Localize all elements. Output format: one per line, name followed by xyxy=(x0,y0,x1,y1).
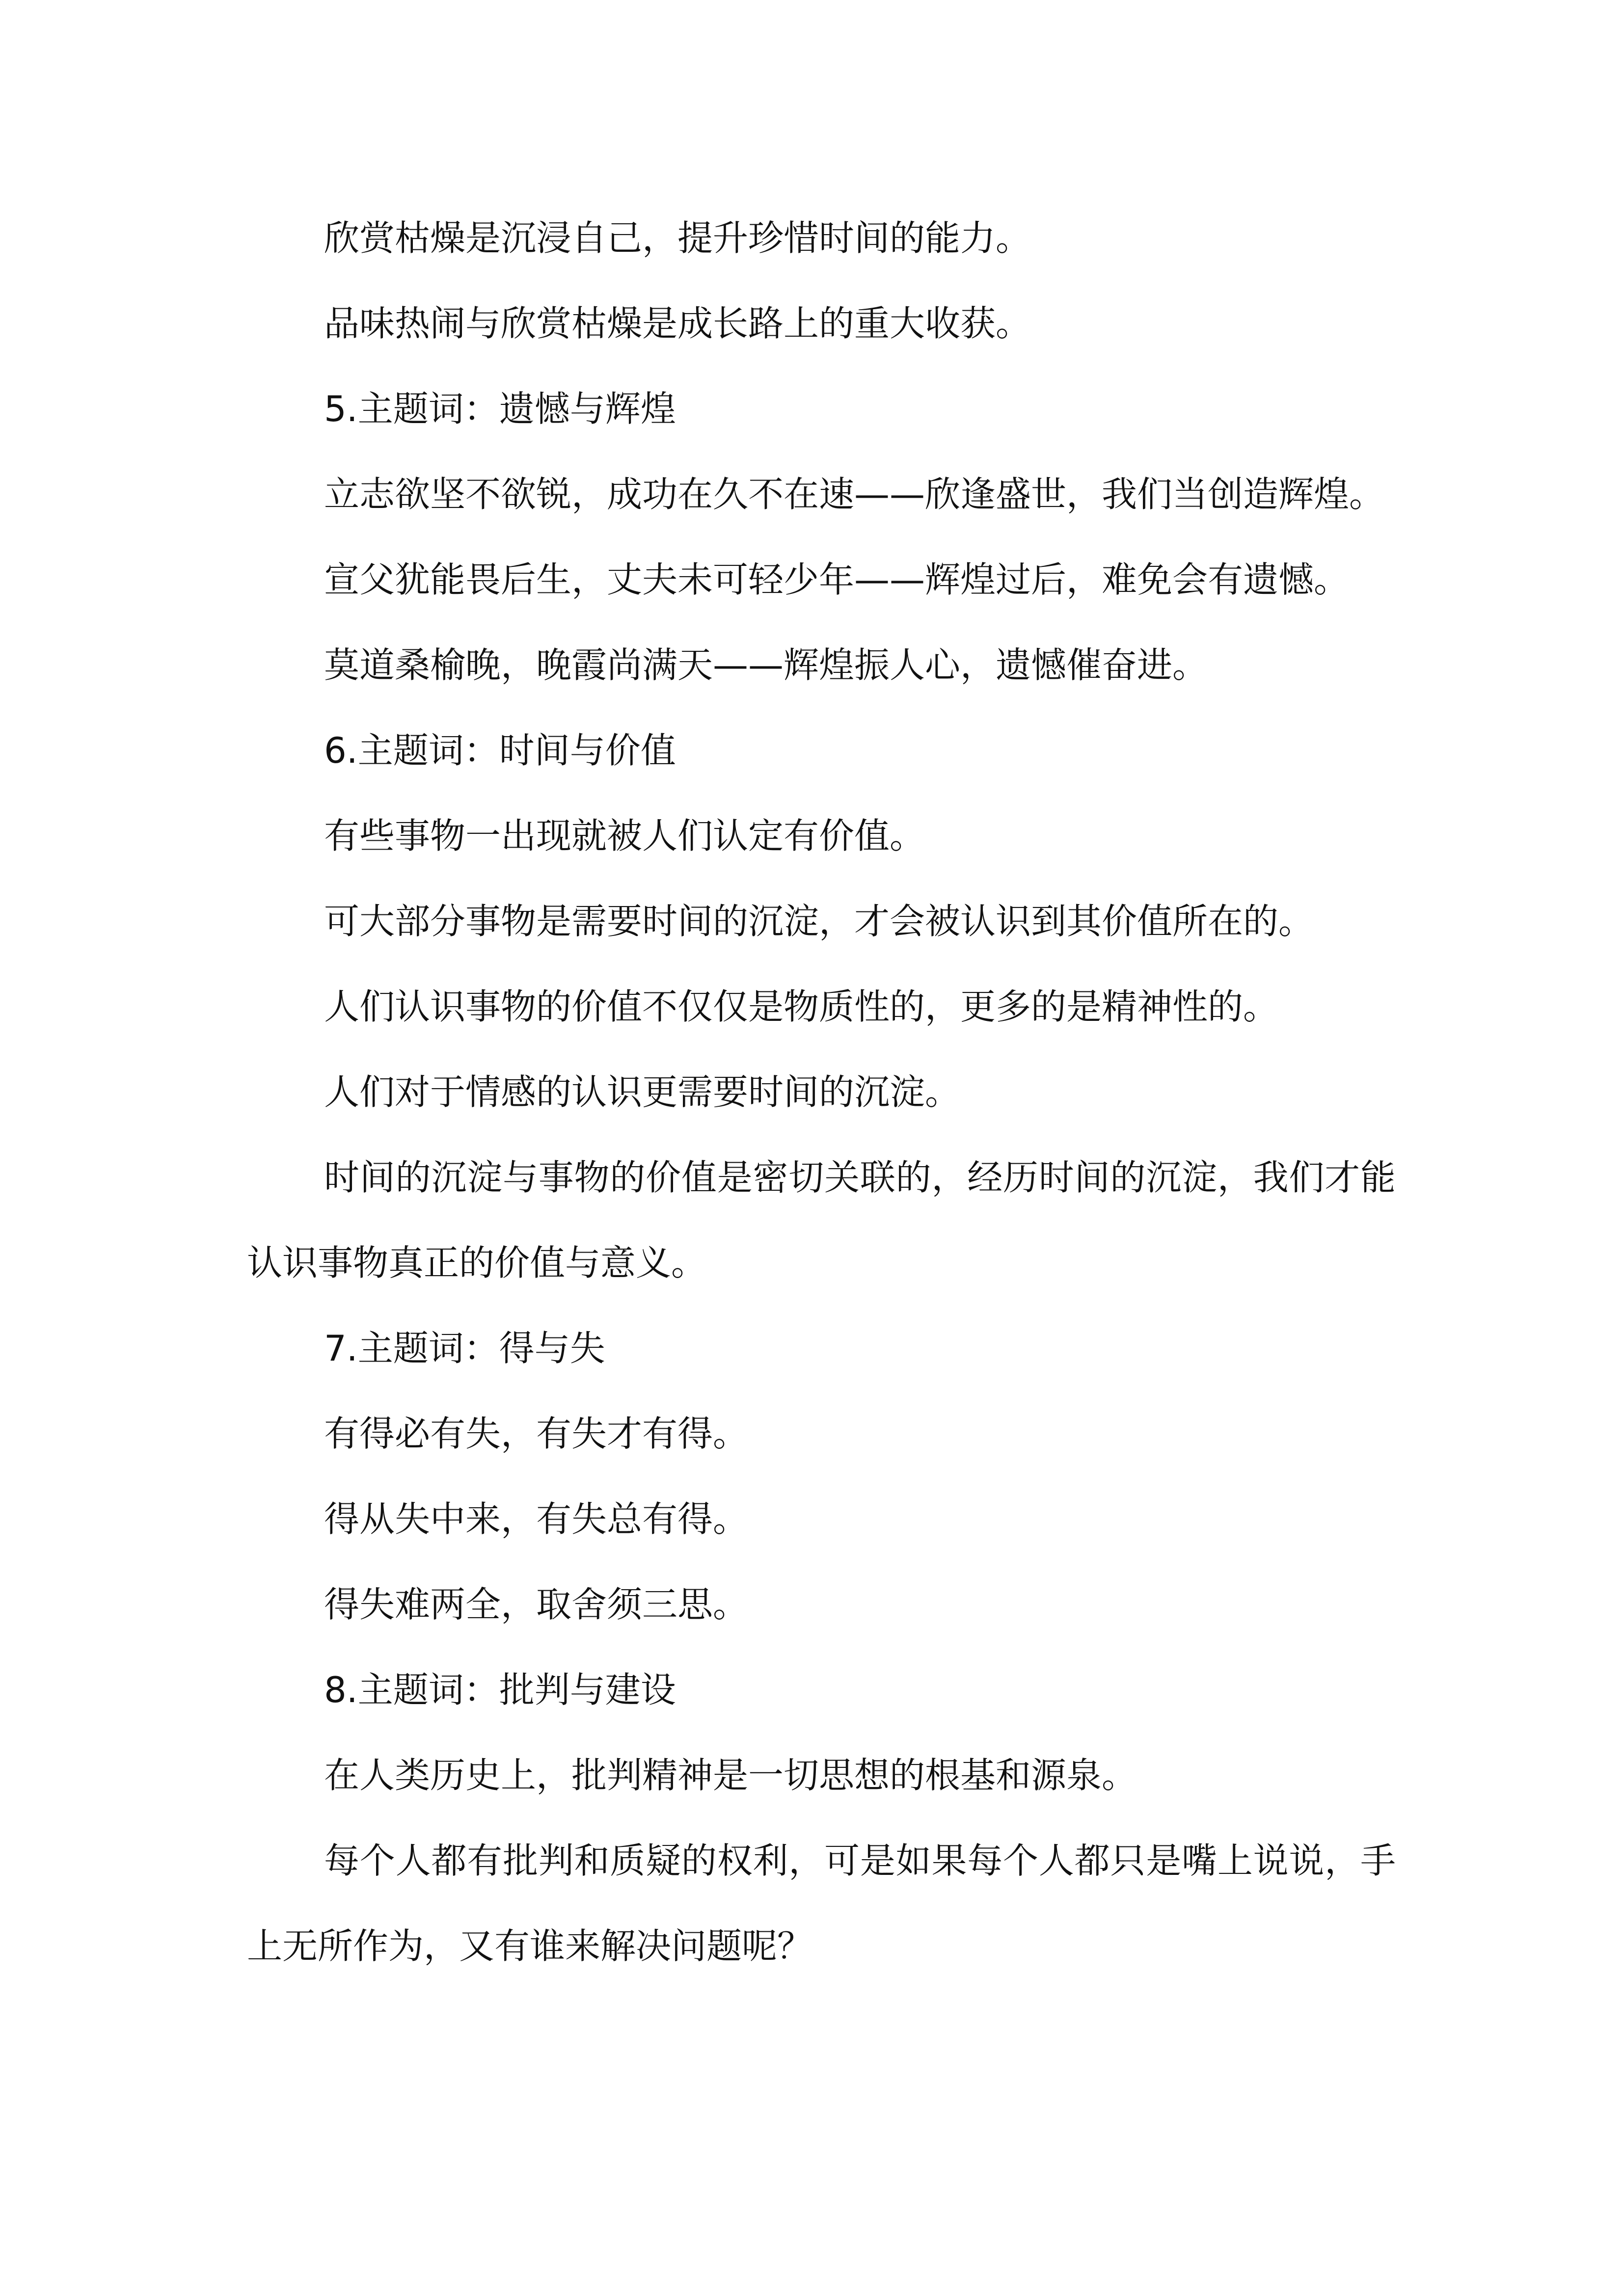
paragraph: 有些事物一出现就被人们认定有价值。 xyxy=(324,815,925,856)
paragraph: 宣父犹能畏后生，丈夫未可轻少年——辉煌过后，难免会有遗憾。 xyxy=(324,559,1350,600)
paragraph: 时间的沉淀与事物的价值是密切关联的，经历时间的沉淀，我们才能认识事物真正的价值与意义。 xyxy=(247,1157,1396,1283)
paragraph: 在人类历史上，批判精神是一切思想的根基和源泉。 xyxy=(324,1755,1137,1796)
paragraph: 人们对于情感的认识更需要时间的沉淀。 xyxy=(324,1071,961,1113)
paragraph: 品味热闹与欣赏枯燥是成长路上的重大收获。 xyxy=(324,303,1031,344)
paragraph: 人们认识事物的价值不仅仅是物质性的，更多的是精神性的。 xyxy=(324,986,1279,1027)
paragraph: 欣赏枯燥是沉浸自己，提升珍惜时间的能力。 xyxy=(324,217,1031,259)
paragraph: 得失难两全，取舍须三思。 xyxy=(324,1584,749,1625)
paragraph: 立志欲坚不欲锐，成功在久不在速——欣逢盛世，我们当创造辉煌。 xyxy=(324,474,1385,515)
paragraph: 每个人都有批判和质疑的权利，可是如果每个人都只是嘴上说说，手上无所作为，又有谁来解决问题呢？ xyxy=(247,1840,1396,1967)
paragraph: 得从失中来，有失总有得。 xyxy=(324,1498,749,1540)
paragraph: 有得必有失，有失才有得。 xyxy=(324,1413,749,1454)
section-heading: 7.主题词：得与失 xyxy=(324,1328,605,1369)
section-heading: 5.主题词：遗憾与辉煌 xyxy=(324,388,676,429)
document-body xyxy=(247,195,1396,1989)
paragraph: 莫道桑榆晚，晚霞尚满天——辉煌振人心，遗憾催奋进。 xyxy=(324,644,1208,686)
paragraph: 可大部分事物是需要时间的沉淀，才会被认识到其价值所在的。 xyxy=(324,901,1314,942)
section-heading: 6.主题词：时间与价值 xyxy=(324,730,676,771)
section-heading: 8.主题词：批判与建设 xyxy=(324,1669,676,1710)
